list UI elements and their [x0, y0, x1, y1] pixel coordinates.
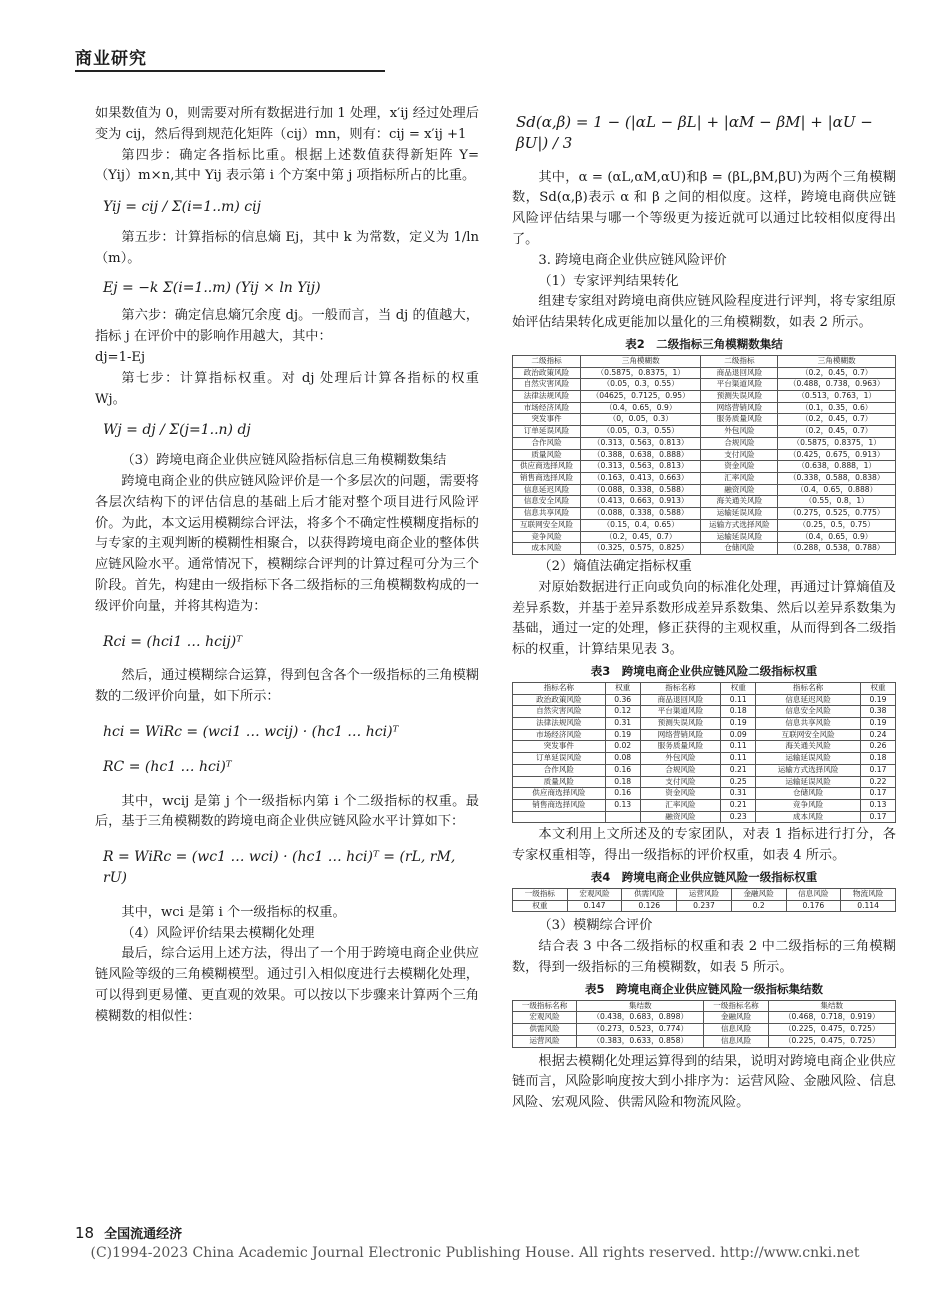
table-cell: 资金风险: [640, 788, 721, 800]
table-cell: （0.25，0.5，0.75）: [778, 519, 896, 531]
table-row: [513, 706, 896, 718]
table-cell: 供需风险: [513, 1024, 577, 1036]
table-cell: 融资风险: [701, 484, 778, 496]
table-row: [513, 1035, 896, 1047]
table-cell: 0.02: [605, 741, 640, 753]
paragraph: 第五步：计算指标的信息熵 Ej，其中 k 为常数，定义为 1/ln（m）。: [95, 229, 479, 266]
table-cell: 0.2: [731, 900, 786, 912]
table-cell: 法律法规风险: [513, 391, 581, 403]
page-number: 18: [75, 1224, 95, 1242]
copyright-line: (C)1994-2023 China Academic Journal Electronic Publishing House. All rights reserved. http://www.cnki.net: [90, 1245, 860, 1261]
table-cell: 信息共享风险: [756, 718, 861, 730]
table-row: [513, 531, 896, 543]
table-cell: （0.4，0.65，0.9）: [581, 402, 701, 414]
table-row: [513, 402, 896, 414]
table-header-cell: 集结数: [577, 1000, 704, 1012]
table-cell: 运输延误风险: [701, 508, 778, 520]
table-cell: 仓储风险: [756, 788, 861, 800]
table2-caption: 表2 二级指标三角模糊数集结: [625, 336, 783, 351]
table-cell: （0.15，0.4，0.65）: [581, 519, 701, 531]
table-cell: （0.425，0.675，0.913）: [778, 449, 896, 461]
subheading: （3）模糊综合评价: [538, 918, 653, 934]
table-cell: 自然灾害风险: [513, 379, 581, 391]
table-cell: 0.19: [861, 718, 896, 730]
left-column: [95, 104, 479, 1027]
table-cell: 金融风险: [704, 1012, 768, 1024]
table-row: [513, 729, 896, 741]
table-cell: 突发事件: [513, 414, 581, 426]
table-row: [513, 811, 896, 823]
table-cell: 合作风险: [513, 437, 581, 449]
table-cell: 互联网安全风险: [756, 729, 861, 741]
formula-dj: dj=1-Ej: [95, 349, 146, 365]
table-row: [513, 1012, 896, 1024]
table-cell: （0.413，0.663，0.913）: [581, 496, 701, 508]
table-cell: （0.1，0.35，0.6）: [778, 402, 896, 414]
table-header-cell: 指标名称: [640, 682, 721, 694]
table-cell: 自然灾害风险: [513, 706, 606, 718]
table-cell: 0.31: [605, 718, 640, 730]
table3-caption: 表3 跨境电商企业供应链风险二级指标权重: [590, 663, 818, 678]
paragraph: 如果数值为 0，则需要对所有数据进行加 1 处理，x′ij 经过处理后变为 cij，然后得到规范化矩阵（cij）mn，则有：cij = x′ij +1: [95, 106, 479, 142]
table-cell: 0.19: [605, 729, 640, 741]
table-cell: 竞争风险: [756, 799, 861, 811]
formula-hci: hci = WiRc = (wci1 … wcij) · (hc1 … hci)ᵀ: [103, 723, 399, 740]
paragraph: 结合表 3 中各二级指标的权重和表 2 中二级指标的三角模糊数，得到一级指标的三角模糊数，如表 5 所示。: [512, 939, 896, 975]
paragraph: 其中，α = (αL,αM,αU)和β = (βL,βM,βU)为两个三角模糊数，Sd(α,β)表示 α 和 β 之间的相似度。这样，跨境电商供应链风险评估结果与哪一个等级更为接近就可以通过比较相似度得出了。: [512, 169, 896, 247]
table3: [512, 682, 896, 823]
formula-ej: Ej = −k Σ(i=1..m) (Yij × ln Yij): [103, 279, 321, 296]
table-cell: 0.17: [861, 788, 896, 800]
table-cell: 网络营销风险: [640, 729, 721, 741]
table-cell: （0.638，0.888，1）: [778, 461, 896, 473]
subheading: （3）跨境电商企业供应链风险指标信息三角模糊数集结: [121, 453, 447, 469]
table-cell: 0.24: [861, 729, 896, 741]
table-cell: 合规风险: [640, 764, 721, 776]
journal-name: 全国流通经济: [104, 1227, 183, 1242]
table-header-cell: 权重: [721, 682, 756, 694]
table-cell: 融资风险: [640, 811, 721, 823]
table-cell: （0.4，0.65，0.9）: [778, 531, 896, 543]
table-header-cell: 金融风险: [731, 888, 786, 900]
table-cell: 运输延误风险: [756, 776, 861, 788]
table-cell: 商品退回风险: [640, 694, 721, 706]
table-cell: 支付风险: [701, 449, 778, 461]
table-cell: 0.17: [861, 811, 896, 823]
table-header-cell: 集结数: [768, 1000, 895, 1012]
table-cell: （0.2，0.45，0.7）: [581, 531, 701, 543]
table-cell: 信息风险: [704, 1035, 768, 1047]
table-cell: 0.25: [721, 776, 756, 788]
table-cell: （0.468，0.718，0.919）: [768, 1012, 895, 1024]
table-cell: 仓储风险: [701, 543, 778, 555]
right-column: [512, 112, 896, 1114]
table-cell: （0.5875，0.8375，1）: [581, 367, 701, 379]
table-cell: 成本风险: [756, 811, 861, 823]
subheading: （1）专家评判结果转化: [538, 273, 679, 289]
table-cell: （0.273，0.523，0.774）: [577, 1024, 704, 1036]
table-cell: 信息延迟风险: [756, 694, 861, 706]
table-header-cell: 运营风险: [677, 888, 732, 900]
table-cell: 销售商选择风险: [513, 473, 581, 485]
table5: [512, 1000, 896, 1048]
table-cell: 0.126: [622, 900, 677, 912]
paragraph: 根据去模糊化处理运算得到的结果，说明对跨境电商企业供应链而言，风险影响度按大到小排序为：运营风险、金融风险、信息风险、宏观风险、供需风险和物流风险。: [512, 1053, 896, 1111]
page-footer: [75, 1223, 182, 1242]
table-row: [513, 788, 896, 800]
table-cell: 平台渠道风险: [701, 379, 778, 391]
table-cell: （0.383，0.633，0.858）: [577, 1035, 704, 1047]
paragraph: 最后，综合运用上述方法，得出了一个用于跨境电商企业供应链风险等级的三角模糊模型。通过引入相似度进行去模糊化处理，可以得到更易懂、更直观的效果。可以按以下步骤来计算两个三角模糊数的相似性：: [95, 946, 479, 1024]
table-cell: 法律法规风险: [513, 718, 606, 730]
table-cell: 外包风险: [701, 426, 778, 438]
table-cell: 竞争风险: [513, 531, 581, 543]
formula-r: R = WiRc = (wc1 … wci) · (hc1 … hci)ᵀ = (rL, rM, rU): [103, 849, 456, 886]
table-cell: 0.11: [721, 694, 756, 706]
table-cell: 0.11: [721, 753, 756, 765]
table-cell: 0.13: [605, 799, 640, 811]
paragraph: 跨境电商企业的供应链风险评价是一个多层次的问题，需要将各层次结构下的评估信息的基础上后才能对整个项目进行风险评价。为此，本文运用模糊综合评法，将多个不确定性模糊度指标的与专家的主观判断的模糊性相聚合，以获得跨境电商企业的整体供应链风险水平。通常情况下，模糊综合评判的计算过程可分为三个阶段。首先，构建由一级指标下各二级指标的三角模糊数构成的一级评价向量，并将其构造为：: [95, 473, 479, 614]
table-cell: 0.36: [605, 694, 640, 706]
table-header-cell: 供需风险: [622, 888, 677, 900]
table-cell: 预测失误风险: [701, 391, 778, 403]
table-row: [513, 543, 896, 555]
paragraph: 第六步：确定信息熵冗余度 dj。一般而言，当 dj 的值越大，指标 j 在评价中的影响作用越大，其中：: [95, 308, 479, 345]
table-cell: （0.05，0.3，0.55）: [581, 379, 701, 391]
table-cell: （0.55，0.8，1）: [778, 496, 896, 508]
table-row: [513, 484, 896, 496]
table-cell: 网络营销风险: [701, 402, 778, 414]
table-cell: （0.513，0.763，1）: [778, 391, 896, 403]
table-cell: 0.31: [721, 788, 756, 800]
paragraph: 然后，通过模糊综合运算，得到包含各个一级指标的三角模糊数的二级评价向量，如下所示：: [95, 668, 479, 705]
table-cell: 运输方式选择风险: [756, 764, 861, 776]
table-cell: （0.275，0.525，0.775）: [778, 508, 896, 520]
table-row: [513, 776, 896, 788]
table-cell: （0.338，0.588，0.838）: [778, 473, 896, 485]
table-row: [513, 367, 896, 379]
table-cell: 0.11: [721, 741, 756, 753]
table-row: [513, 753, 896, 765]
table-cell: 销售商选择风险: [513, 799, 606, 811]
table-cell: 信息共享风险: [513, 508, 581, 520]
table-cell: 运输延误风险: [756, 753, 861, 765]
table-cell: （0.2，0.45，0.7）: [778, 367, 896, 379]
formula-rci: Rci = (hci1 … hcij)ᵀ: [103, 633, 243, 650]
table-cell: 0.16: [605, 788, 640, 800]
table-cell: 0.17: [861, 764, 896, 776]
table-cell: 信息延迟风险: [513, 484, 581, 496]
table-cell: 运输方式选择风险: [701, 519, 778, 531]
table-row: [513, 718, 896, 730]
table-cell: 订单延误风险: [513, 426, 581, 438]
section-header: 商业研究: [75, 49, 147, 69]
table-row: [513, 473, 896, 485]
table-row: [513, 519, 896, 531]
table-cell: （0.313，0.563，0.813）: [581, 461, 701, 473]
table-cell: 信息风险: [704, 1024, 768, 1036]
table-cell: 市场经济风险: [513, 729, 606, 741]
table-row: [513, 461, 896, 473]
table-cell: 合作风险: [513, 764, 606, 776]
formula-rc: RC = (hc1 … hci)ᵀ: [103, 758, 232, 775]
table-cell: 0.147: [567, 900, 622, 912]
table-cell: 合规风险: [701, 437, 778, 449]
table-cell: 0.18: [721, 706, 756, 718]
table-cell: [513, 811, 606, 823]
table-cell: 成本风险: [513, 543, 581, 555]
table-cell: （0.225，0.475，0.725）: [768, 1035, 895, 1047]
table-row: [513, 741, 896, 753]
table-row: [513, 437, 896, 449]
table5-caption: 表5 跨境电商企业供应链风险一级指标集结数: [585, 981, 823, 996]
paragraph: 第七步：计算指标权重。对 dj 处理后计算各指标的权重 Wj。: [95, 370, 479, 407]
table-cell: （0.288，0.538，0.788）: [778, 543, 896, 555]
table-cell: 海关通关风险: [701, 496, 778, 508]
table-cell: （04625，0.7125，0.95）: [581, 391, 701, 403]
table-cell: 运营风险: [513, 1035, 577, 1047]
table-cell: 互联网安全风险: [513, 519, 581, 531]
table-row: [513, 426, 896, 438]
table-header-cell: 信息风险: [786, 888, 841, 900]
table-cell: （0.163，0.413，0.663）: [581, 473, 701, 485]
subheading: （2）熵值法确定指标权重: [538, 558, 692, 574]
table-cell: 供应商选择风险: [513, 788, 606, 800]
table-cell: 宏观风险: [513, 1012, 577, 1024]
table-cell: 0.16: [605, 764, 640, 776]
table-cell: 0.26: [861, 741, 896, 753]
table-cell: 0.38: [861, 706, 896, 718]
header-rule: [75, 70, 385, 72]
paragraph: 第四步：确定各指标比重。根据上述数值获得新矩阵 Y=（Yij）m×n,其中 Yij 表示第 i 个方案中第 j 项指标所占的比重。: [95, 147, 479, 184]
table-cell: （0.313，0.563，0.813）: [581, 437, 701, 449]
table-header-cell: 物流风险: [841, 888, 896, 900]
table-cell: 0.18: [605, 776, 640, 788]
table-cell: 运输延误风险: [701, 531, 778, 543]
table-cell: 0.23: [721, 811, 756, 823]
table-cell: 突发事件: [513, 741, 606, 753]
paragraph: 对原始数据进行正向或负向的标准化处理，再通过计算熵值及差异系数，并基于差异系数形成差异系数集、然后以差异系数集为基础，通过一定的处理，修正获得的主观权重，从而得到各二级指标的权重，计算结果见表 3。: [512, 579, 896, 658]
table-row: [513, 391, 896, 403]
table-cell: 0.09: [721, 729, 756, 741]
table-cell: 海关通关风险: [756, 741, 861, 753]
subheading: （4）风险评价结果去模糊化处理: [121, 925, 315, 941]
table-header-cell: 指标名称: [513, 682, 606, 694]
table-cell: 质量风险: [513, 776, 606, 788]
table-cell: （0.438，0.683，0.898）: [577, 1012, 704, 1024]
table-cell: 0.237: [677, 900, 732, 912]
table4: [512, 888, 896, 912]
table-cell: （0.325，0.575，0.825）: [581, 543, 701, 555]
table-cell: （0.088，0.338，0.588）: [581, 508, 701, 520]
table-cell: （0.225，0.475，0.725）: [768, 1024, 895, 1036]
formula-wj: Wj = dj / Σ(j=1..n) dj: [103, 422, 251, 439]
table-row: [513, 508, 896, 520]
table-cell: （0.5875，0.8375，1）: [778, 437, 896, 449]
table-cell: （0.2，0.45，0.7）: [778, 414, 896, 426]
table-row: [513, 496, 896, 508]
table-cell: 0.21: [721, 764, 756, 776]
table-cell: 汇率风险: [640, 799, 721, 811]
table-cell: 平台渠道风险: [640, 706, 721, 718]
table-cell: （0.388，0.638，0.888）: [581, 449, 701, 461]
table-cell: 0.18: [861, 753, 896, 765]
table-cell: 权重: [513, 900, 568, 912]
table-header-cell: 指标名称: [756, 682, 861, 694]
table-row: [513, 694, 896, 706]
table-cell: 预测失误风险: [640, 718, 721, 730]
table-cell: （0.488，0.738，0.963）: [778, 379, 896, 391]
table-cell: （0.4，0.65，0.888）: [778, 484, 896, 496]
table-cell: 质量风险: [513, 449, 581, 461]
table-cell: 信息安全风险: [756, 706, 861, 718]
table4-caption: 表4 跨境电商企业供应链风险一级指标权重: [590, 869, 818, 884]
table-cell: 政治政策风险: [513, 367, 581, 379]
table-cell: 信息安全风险: [513, 496, 581, 508]
table-header-cell: 权重: [605, 682, 640, 694]
table-cell: 外包风险: [640, 753, 721, 765]
table-cell: 汇率风险: [701, 473, 778, 485]
table-cell: 商品退回风险: [701, 367, 778, 379]
paragraph: 其中，wcij 是第 j 个一级指标内第 i 个二级指标的权重。最后，基于三角模糊数的跨境电商企业供应链风险水平计算如下：: [95, 793, 479, 830]
paragraph: 组建专家组对跨境电商供应链风险程度进行评判，将专家组原始评估结果转化成更能加以量化的三角模糊数，如表 2 所示。: [512, 294, 896, 331]
formula-sd: Sd(α,β) = 1 − (|αL − βL| + |αM − βM| + |αU − βU|) / 3: [516, 113, 873, 152]
table-cell: 0.22: [861, 776, 896, 788]
table-cell: [605, 811, 640, 823]
table-cell: 0.13: [861, 799, 896, 811]
table-cell: 支付风险: [640, 776, 721, 788]
table-cell: 服务质量风险: [640, 741, 721, 753]
table-cell: 0.12: [605, 706, 640, 718]
table-header-cell: 一级指标: [513, 888, 568, 900]
table-cell: 市场经济风险: [513, 402, 581, 414]
table-header-cell: 三角模糊数: [581, 355, 701, 367]
table-cell: （0.05，0.3，0.55）: [581, 426, 701, 438]
table-cell: （0，0.05，0.3）: [581, 414, 701, 426]
table-cell: 0.176: [786, 900, 841, 912]
table-cell: 政治政策风险: [513, 694, 606, 706]
table-row: [513, 414, 896, 426]
table-cell: （0.088，0.338，0.588）: [581, 484, 701, 496]
table-cell: （0.2，0.45，0.7）: [778, 426, 896, 438]
table-cell: 0.19: [721, 718, 756, 730]
table-row: [513, 449, 896, 461]
table-row: [513, 799, 896, 811]
formula-yij: Yij = cij / Σ(i=1..m) cij: [103, 199, 261, 216]
table-header-cell: 三角模糊数: [778, 355, 896, 367]
table-cell: 0.114: [841, 900, 896, 912]
table-cell: 订单延误风险: [513, 753, 606, 765]
table-row: [513, 1024, 896, 1036]
subheading: 3. 跨境电商企业供应链风险评价: [538, 252, 727, 268]
table-cell: 0.21: [721, 799, 756, 811]
table-row: [513, 764, 896, 776]
table-header-cell: 一级指标名称: [704, 1000, 768, 1012]
paragraph: 本文利用上文所述及的专家团队，对表 1 指标进行打分，各专家权重相等，得出一级指标的评价权重，如表 4 所示。: [512, 827, 896, 864]
table-row: [513, 379, 896, 391]
table-header-cell: 二级指标: [701, 355, 778, 367]
table-cell: 服务质量风险: [701, 414, 778, 426]
table-cell: 供应商选择风险: [513, 461, 581, 473]
table2: [512, 355, 896, 555]
table-cell: 资金风险: [701, 461, 778, 473]
table-header-cell: 权重: [861, 682, 896, 694]
table-header-cell: 宏观风险: [567, 888, 622, 900]
table-header-cell: 一级指标名称: [513, 1000, 577, 1012]
table-cell: 0.08: [605, 753, 640, 765]
table-cell: 0.19: [861, 694, 896, 706]
table-header-cell: 二级指标: [513, 355, 581, 367]
paragraph: 其中，wci 是第 i 个一级指标的权重。: [121, 904, 346, 920]
